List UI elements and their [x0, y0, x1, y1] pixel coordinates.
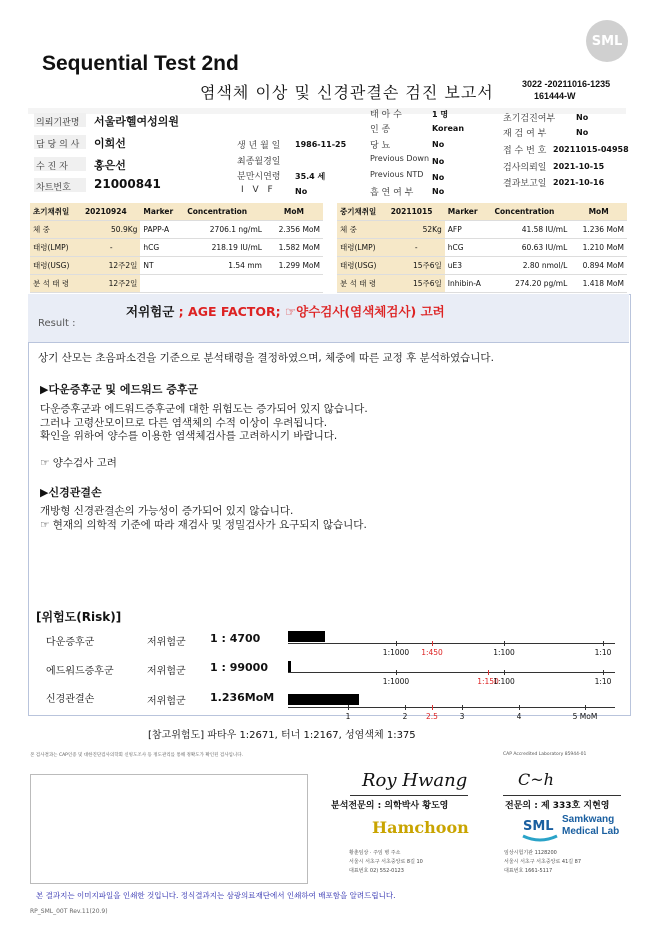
blank-stamp-box	[30, 774, 308, 884]
first-row-label: 체 중	[30, 221, 82, 239]
ivf-label: I V F	[241, 185, 276, 195]
signature-ji: C~h	[518, 770, 554, 789]
second-marker-conc: 2.80 nmol/L	[492, 257, 571, 275]
axis-tick	[396, 641, 397, 646]
axis-tick-label: 5 MoM	[572, 712, 598, 721]
axis-tick	[432, 641, 433, 646]
result-level: 저위험군	[126, 304, 175, 319]
table-row	[337, 221, 627, 239]
paragraph-line: ☞ 현재의 의학적 기준에 따라 재검사 및 정밀검사가 요구되지 않습니다.	[40, 518, 367, 531]
chart-value: 21000841	[94, 177, 161, 191]
second-conc-header: Concentration	[492, 203, 571, 221]
risk-bar-edward	[288, 661, 291, 672]
risk-name-edward: 에드워드증후군	[46, 666, 114, 677]
axis-tick	[504, 641, 505, 646]
report-date-label: 결과보고일	[503, 179, 547, 189]
table-row	[337, 275, 627, 293]
table-row	[30, 221, 323, 239]
first-date-value: 20210924	[82, 203, 140, 221]
race-label: 인 종	[370, 125, 391, 135]
second-marker-mom: 1.210 MoM	[570, 239, 627, 257]
second-row-label: 태령(LMP)	[337, 239, 388, 257]
cap-accreditation: CAP Accredited Laboratory 85944-01	[503, 752, 587, 757]
axis-tick-label: 1:450	[421, 648, 443, 657]
receipt-label: 접 수 번 호	[503, 146, 547, 156]
lmp-label: 최종월경일	[237, 157, 281, 167]
second-marker-mom: 0.894 MoM	[570, 257, 627, 275]
retest-value: No	[576, 128, 589, 137]
axis-tick-label: 1:1000	[382, 648, 410, 657]
paragraph-line: 그러나 고령산모이므로 다른 염색체의 수적 이상이 우려됩니다.	[40, 416, 328, 429]
race-value: Korean	[432, 124, 465, 133]
table-row	[30, 239, 323, 257]
first-conc-header: Concentration	[184, 203, 265, 221]
paragraph-line: 다운증후군과 에드워드증후군에 대한 위험도는 증가되어 있지 않습니다.	[40, 403, 368, 415]
age-label: 분만시연령	[237, 172, 281, 182]
section-down-edward-title: ▶다운증후군 및 에드워드 증후군	[40, 383, 199, 396]
svg-text:SML: SML	[523, 819, 554, 834]
report-subtitle: 염색체 이상 및 신경관결손 검진 보고서	[200, 83, 494, 102]
first-marker-header: Marker	[140, 203, 184, 221]
prev-ntd-value: No	[432, 173, 445, 182]
prev-ntd-label: Previous NTD	[370, 170, 424, 179]
risk-name-down: 다운증후군	[46, 637, 95, 648]
samkwang-name: Samkwang	[562, 814, 615, 825]
second-marker-conc: 60.63 IU/mL	[492, 239, 571, 257]
section-ntd-title: ▶신경관결손	[40, 486, 102, 499]
section-down-edward-body	[40, 403, 368, 444]
axis-tick	[603, 670, 604, 675]
axis-tick-label: 1:10	[594, 677, 612, 686]
risk-ratio-down: 1 : 4700	[210, 632, 261, 645]
hamchoon-address	[349, 849, 423, 876]
axis-tick-label: 2.5	[426, 712, 438, 721]
request-date-value: 2021-10-15	[553, 162, 605, 171]
institution-value: 서울라헬여성의원	[94, 115, 180, 128]
retest-label: 재 검 여 부	[503, 129, 547, 139]
axis-tick-label: 1:100	[493, 648, 515, 657]
hamchoon-logo: Hamchoon	[372, 818, 469, 837]
age-value: 35.4 세	[295, 172, 326, 181]
second-marker-mom: 1.418 MoM	[570, 275, 627, 293]
analyst-title: 분석전문의 : 의학박사 황도영	[331, 801, 449, 811]
signature-hwang: Roy Hwang	[362, 770, 468, 791]
address-line: 황춘임상 · 주임 병 주소	[349, 850, 401, 856]
fetus-value: 1 명	[432, 110, 449, 119]
document-number-line1: 3022 -20211016-1235	[522, 79, 611, 89]
result-intro: 상기 산모는 초음파소견을 기준으로 분석태령을 결정하였으며, 체중에 따른 교정 후 분석하였습니다.	[38, 352, 494, 364]
risk-axis-ntd	[288, 707, 615, 708]
risk-name-ntd: 신경관결손	[46, 694, 95, 705]
second-row-value: -	[388, 239, 445, 257]
first-marker-conc: 2706.1 ng/mL	[184, 221, 265, 239]
sml-logo-top: SML	[586, 20, 628, 62]
second-marker-name: Inhibin-A	[445, 275, 492, 293]
medical-lab-name: Medical Lab	[562, 826, 620, 837]
risk-ratio-edward: 1 : 99000	[210, 661, 268, 674]
prev-down-value: No	[432, 157, 445, 166]
doctor-label: 담 당 의 사	[36, 140, 80, 150]
physician-title: 전문의 : 제 333호 지현영	[505, 801, 610, 811]
document-number	[522, 78, 610, 102]
axis-tick	[488, 670, 489, 675]
risk-title: [위험도(Risk)]	[36, 610, 122, 624]
address-line: 서울시 서초구 서초중앙로 8길 10	[349, 859, 423, 865]
axis-tick-label: 2	[402, 712, 408, 721]
sml-logo-icon	[521, 814, 559, 844]
ivf-value: No	[295, 187, 308, 196]
footer-notice: 본 결과지는 이미지파일을 인쇄한 것입니다. 정식결과지는 삼광의료재단에서 인쇄하여 배포함을 알려드립니다.	[36, 891, 396, 900]
risk-bar-ntd	[288, 694, 359, 705]
smoking-label: 흡 연 여 부	[370, 188, 414, 198]
axis-tick-label: 1	[345, 712, 351, 721]
axis-tick-label: 1:100	[493, 677, 515, 686]
prev-down-label: Previous Down	[370, 154, 430, 163]
first-date-label: 초기채취일	[30, 203, 82, 221]
first-marker-mom: 1.299 MoM	[265, 257, 323, 275]
first-exam-label: 초기검진여부	[503, 114, 556, 124]
axis-tick	[504, 670, 505, 675]
second-row-label: 분 석 태 령	[337, 275, 388, 293]
first-marker-conc: 218.19 IU/mL	[184, 239, 265, 257]
second-marker-name: hCG	[445, 239, 492, 257]
first-marker-name: NT	[140, 257, 184, 275]
axis-tick	[396, 670, 397, 675]
first-row-label: 태령(LMP)	[30, 239, 82, 257]
first-row-label: 태령(USG)	[30, 257, 82, 275]
first-mom-header: MoM	[265, 203, 323, 221]
doctor-value: 이희선	[94, 137, 126, 150]
axis-tick	[348, 705, 349, 710]
second-marker-conc: 41.58 IU/mL	[492, 221, 571, 239]
accreditation-note: 본 검사결과는 CAP인증 및 대한진단검사의학회 신빙도조사 등 정도관리를 통해 정확도가 확인된 검사입니다.	[30, 753, 244, 758]
second-mom-header: MoM	[570, 203, 627, 221]
section-ntd-body	[40, 505, 367, 532]
first-row-value: 12주2일	[82, 275, 140, 293]
axis-tick	[519, 705, 520, 710]
second-marker-mom: 1.236 MoM	[570, 221, 627, 239]
diabetes-value: No	[432, 140, 445, 149]
diabetes-label: 당 뇨	[370, 141, 391, 151]
axis-tick-label: 4	[516, 712, 522, 721]
result-recommendation: ; AGE FACTOR; ☞양수검사(염색체검사) 고려	[178, 304, 445, 319]
institution-label: 의뢰기관명	[36, 118, 80, 128]
risk-bar-down	[288, 631, 325, 642]
request-date-label: 검사의뢰일	[503, 163, 547, 173]
first-marker-name: PAPP-A	[140, 221, 184, 239]
second-row-value: 15주6일	[388, 275, 445, 293]
second-row-label: 체 중	[337, 221, 388, 239]
reference-risk: [참고위험도] 파타우 1:2671, 터너 1:2167, 성염색체 1:375	[148, 730, 416, 741]
chart-label: 차트번호	[36, 183, 71, 193]
amniocentesis-note: ☞ 양수검사 고려	[40, 457, 117, 469]
examinee-label: 수 진 자	[36, 162, 68, 172]
first-row-value: -	[82, 239, 140, 257]
risk-ratio-ntd: 1.236MoM	[210, 691, 275, 704]
second-marker-name: AFP	[445, 221, 492, 239]
risk-level-edward: 저위험군	[147, 666, 186, 677]
first-marker-name: hCG	[140, 239, 184, 257]
second-marker-header: Marker	[445, 203, 492, 221]
dob-label: 생 년 월 일	[237, 141, 281, 151]
table-row	[30, 257, 323, 275]
axis-tick	[432, 705, 433, 710]
result-label: Result :	[38, 318, 76, 329]
receipt-value: 20211015-04958	[553, 145, 629, 154]
axis-tick-label: 1:10	[594, 648, 612, 657]
risk-axis-down	[288, 643, 615, 644]
paragraph-line: 확인을 위하여 양수를 이용한 염색체검사를 고려하시기 바랍니다.	[40, 430, 338, 442]
risk-level-ntd: 저위험군	[147, 696, 186, 707]
report-date-value: 2021-10-16	[553, 178, 605, 187]
axis-tick-label: 3	[459, 712, 465, 721]
report-title: Sequential Test 2nd	[42, 52, 239, 75]
address-line: 임상시험기관 1128200	[504, 850, 557, 856]
axis-tick	[585, 705, 586, 710]
risk-axis-edward	[288, 672, 615, 673]
table-row	[337, 239, 627, 257]
table-row	[30, 275, 323, 293]
second-marker-name: uE3	[445, 257, 492, 275]
first-row-value: 50.9Kg	[82, 221, 140, 239]
second-row-value: 52Kg	[388, 221, 445, 239]
paragraph-line: 개방형 신경관결손의 가능성이 증가되어 있지 않습니다.	[40, 505, 294, 517]
risk-level-down: 저위험군	[147, 637, 186, 648]
axis-tick	[603, 641, 604, 646]
axis-tick	[405, 705, 406, 710]
first-trimester-table	[30, 203, 323, 293]
fetus-label: 태 아 수	[370, 110, 402, 120]
second-row-label: 태령(USG)	[337, 257, 388, 275]
first-row-label: 분 석 태 령	[30, 275, 82, 293]
document-number-line2: 161444-W	[534, 91, 576, 101]
address-line: 서울시 서초구 서초중앙로 41길 87	[504, 859, 582, 865]
samkwang-address	[504, 849, 581, 876]
smoking-value: No	[432, 187, 445, 196]
first-marker-conc: 1.54 mm	[184, 257, 265, 275]
first-row-value: 12주2일	[82, 257, 140, 275]
dob-value: 1986-11-25	[295, 140, 347, 149]
table-row	[337, 257, 627, 275]
second-date-value: 20211015	[388, 203, 445, 221]
axis-tick-label: 1:1000	[382, 677, 410, 686]
second-date-label: 중기채취일	[337, 203, 388, 221]
second-trimester-table	[337, 203, 627, 293]
second-row-value: 15주6일	[388, 257, 445, 275]
footer-form-code: RP_SML_00T Rev.11(20.9)	[30, 908, 108, 915]
axis-tick	[462, 705, 463, 710]
first-marker-mom: 1.582 MoM	[265, 239, 323, 257]
examinee-value: 홍은선	[94, 159, 126, 172]
second-marker-conc: 274.20 pg/mL	[492, 275, 571, 293]
first-marker-mom: 2.356 MoM	[265, 221, 323, 239]
address-line: 대표번호 1661-5117	[504, 868, 553, 874]
address-line: 대표번호 02) 552-0123	[349, 868, 404, 874]
axis-tick-label: 1:150	[477, 677, 499, 686]
result-summary	[126, 302, 445, 320]
first-exam-value: No	[576, 113, 589, 122]
samkwang-logo-text	[562, 814, 619, 838]
